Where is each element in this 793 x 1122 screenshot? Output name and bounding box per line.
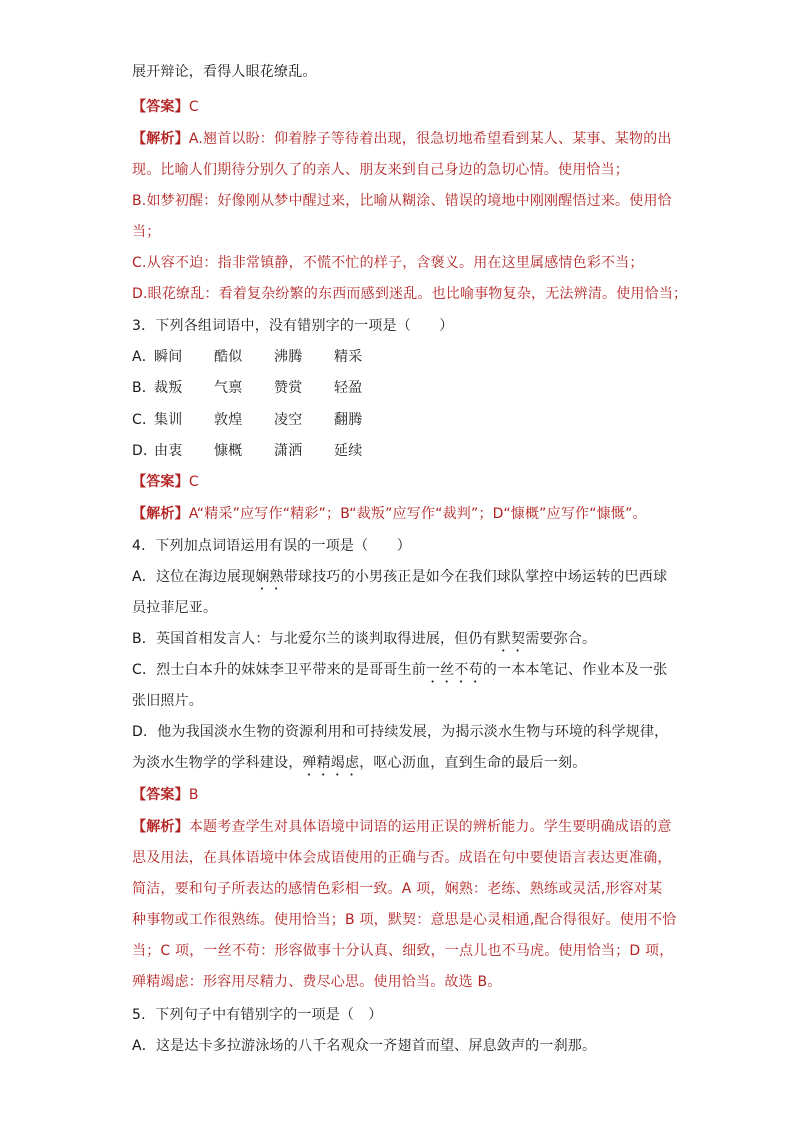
option-text: 张旧照片。: [132, 693, 203, 709]
option-text: 为淡水生物学的学科建设，: [132, 755, 303, 771]
analysis-text: 本题考查学生对具体语境中词语的运用正误的辨析能力。学生要明确成语的意: [188, 819, 672, 835]
answer-label: 【答案】: [132, 99, 189, 115]
option-key: B．: [132, 380, 157, 396]
option-word: 沸腾: [274, 349, 303, 365]
option-key: A．: [132, 349, 156, 365]
question-5-option-a: A．这是达卡多拉游泳场的八千名观众一齐翅首而望、屏息敛声的一刹那。: [132, 1038, 597, 1054]
question-4-option-a: [132, 567, 672, 593]
analysis-label: 【解析】: [132, 506, 189, 522]
option-key: C．: [132, 412, 157, 428]
question-4-option-b: [132, 629, 672, 655]
option-text: ，呕心沥血，直到生命的最后一刻。: [359, 755, 587, 771]
option-text: 带球技巧的小男孩正是如今在我们球队掌控中场运转的巴西球: [283, 569, 668, 585]
option-key: D．: [132, 443, 158, 459]
analysis-text: D.眼花缭乱：看着复杂纷繁的东西而感到迷乱。也比喻事物复杂，无法辨清。使用恰当；: [132, 286, 688, 302]
analysis-3: [132, 504, 672, 524]
option-word: 慷概: [214, 443, 243, 459]
answer-label: 【答案】: [132, 474, 189, 490]
option-text: A．这位在海边展现: [132, 569, 256, 585]
option-word: 延续: [334, 443, 363, 459]
analysis-text: 简洁，要和句子所表达的感情色彩相一致。A 项，娴熟：老练、熟练或灵活,形容对某: [132, 881, 663, 897]
analysis-text: 种事物或工作很熟练。使用恰当；B 项，默契：意思是心灵相通,配合得很好。使用不恰: [132, 912, 677, 928]
question-4-option-c: [132, 660, 672, 686]
option-word: 潇洒: [274, 443, 303, 459]
answer-value: C: [188, 474, 199, 490]
option-word: 轻盈: [334, 380, 363, 396]
analysis-1: [132, 129, 672, 149]
option-word: 凌空: [274, 412, 303, 428]
option-word: 精采: [334, 349, 363, 365]
question-3-stem: 3．下列各组词语中，没有错别字的一项是（ ）: [132, 318, 454, 334]
analysis-label: 【解析】: [132, 131, 189, 147]
option-word: 集训: [154, 412, 183, 428]
option-word: 由衷: [154, 443, 183, 459]
analysis-text: A“精采”应写作“精彩”；B“裁叛”应写作“裁判”；D“慷概”应写作“慷慨”。: [188, 506, 647, 522]
question-3-option-a: [132, 347, 672, 367]
dotted-term: 一丝不苟: [425, 662, 483, 678]
analysis-label: 【解析】: [132, 819, 189, 835]
analysis-text: 思及用法，在具体语境中体会成语使用的正确与否。成语在句中要使语言表达更准确，: [132, 850, 672, 866]
dotted-term: 默契: [496, 631, 526, 647]
option-word: 酷似: [214, 349, 243, 365]
answer-value: C: [188, 99, 199, 115]
option-text: [132, 753, 672, 779]
question-3-option-c: [132, 410, 672, 430]
answer-1: [132, 97, 672, 117]
option-word: 气禀: [214, 380, 243, 396]
question-3-option-b: [132, 378, 672, 398]
analysis-text: 现。比喻人们期待分别久了的亲人、朋友来到自己身边的急切心情。使用恰当；: [132, 162, 629, 178]
analysis-4: [132, 817, 672, 837]
question-3-option-d: [132, 441, 672, 461]
option-word: 翻腾: [334, 412, 363, 428]
answer-4: [132, 785, 672, 805]
option-word: 瞬间: [154, 349, 183, 365]
option-word: 敦煌: [214, 412, 243, 428]
option-word: 赞赏: [274, 380, 303, 396]
analysis-text: C.从容不迫：指非常镇静，不慌不忙的样子，含褒义。用在这里属感情色彩不当；: [132, 255, 644, 271]
option-text: B．英国首相发言人：与北爱尔兰的谈判取得进展，但仍有: [132, 631, 497, 647]
option-word: 裁叛: [154, 380, 183, 396]
dotted-term: 娴熟: [255, 569, 284, 585]
question-5-stem: 5．下列句子中有错别字的一项是（ ）: [132, 1007, 383, 1023]
analysis-text: 当；C 项，一丝不苟：形容做事十分认真、细致，一点儿也不马虎。使用恰当；D 项，: [132, 943, 674, 959]
analysis-text: A.翘首以盼：仰着脖子等待着出现，很急切地希望看到某人、某事、某物的出: [188, 131, 672, 147]
answer-value: B: [188, 787, 199, 803]
option-text: C．烈士白本升的妹妹李卫平带来的是哥哥生前: [132, 662, 426, 678]
dotted-term: 殚精竭虑: [302, 755, 360, 771]
analysis-text: 殚精竭虑：形容用尽精力、费尽心思。使用恰当。故选 B。: [132, 974, 502, 990]
option-text: 员拉菲尼亚。: [132, 600, 218, 616]
answer-label: 【答案】: [132, 787, 189, 803]
option-text: 的一本本笔记、作业本及一张: [482, 662, 668, 678]
analysis-text: 当；: [132, 224, 161, 240]
text-line: 展开辩论，看得人眼花缭乱。: [132, 64, 317, 80]
question-4-stem: 4．下列加点词语运用有误的一项是（ ）: [132, 538, 411, 554]
answer-3: [132, 472, 672, 492]
option-text: 需要弥合。: [525, 631, 597, 647]
analysis-text: B.如梦初醒：好像刚从梦中醒过来，比喻从糊涂、错误的境地中刚刚醒悟过来。使用恰: [132, 193, 672, 209]
question-4-option-d: D．他为我国淡水生物的资源利用和可持续发展，为揭示淡水生物与环境的科学规律，: [132, 724, 669, 740]
